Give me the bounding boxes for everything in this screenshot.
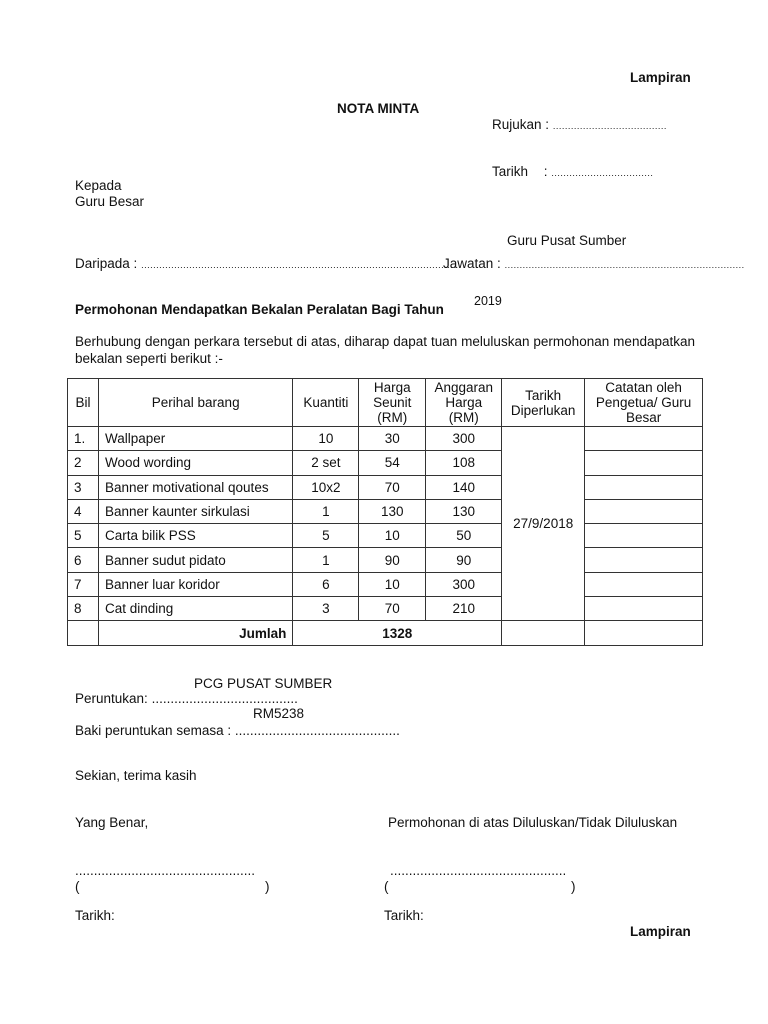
items-table <box>67 378 703 646</box>
baki-field <box>75 723 400 738</box>
page-title: NOTA MINTA <box>337 101 420 116</box>
request-paragraph: Berhubung dengan perkara tersebut di atas, diharap dapat tuan meluluskan permohonan mendapatkan bekalan seperti berikut :- <box>75 334 695 366</box>
header-tarikh: Tarikh Diperlukan <box>502 379 585 427</box>
daripada-field <box>75 256 456 271</box>
peruntukan-dots: ....................................... <box>151 691 298 706</box>
jawatan-field <box>443 256 745 271</box>
kepada-label: Kepada <box>75 178 122 193</box>
jawatan-value: Guru Pusat Sumber <box>507 233 627 248</box>
jumlah-value: 1328 <box>293 621 502 645</box>
pcg-label: PCG PUSAT SUMBER <box>194 676 333 691</box>
table-row: 1. Wallpaper 10 30 300 27/9/2018 <box>68 427 703 451</box>
catatan-cell <box>585 475 703 499</box>
header-bil: Bil <box>68 379 99 427</box>
catatan-cell <box>585 597 703 621</box>
subject-text: Permohonan Mendapatkan Bekalan Peralatan Bagi Tahun <box>75 302 444 317</box>
catatan-cell <box>585 572 703 596</box>
signature-line-right: ............................................... <box>390 863 567 878</box>
header-harga: Harga Seunit (RM) <box>359 379 426 427</box>
peruntukan-field <box>75 691 298 706</box>
table-row: 7 Banner luar koridor 6 10 300 <box>68 572 703 596</box>
date-required-cell: 27/9/2018 <box>502 427 585 621</box>
table-row: 8 Cat dinding 3 70 210 <box>68 597 703 621</box>
catatan-cell <box>585 499 703 523</box>
jumlah-label: Jumlah <box>98 621 292 645</box>
tarikh-right: Tarikh: <box>384 908 424 923</box>
table-row: 3 Banner motivational qoutes 10x2 70 140 <box>68 475 703 499</box>
name-paren-open-right: ( <box>384 879 389 894</box>
catatan-cell <box>585 548 703 572</box>
header-catatan: Catatan oleh Pengetua/ Guru Besar <box>585 379 703 427</box>
signature-line-left: ................................................ <box>75 863 256 878</box>
name-paren-open-left: ( <box>75 879 80 894</box>
table-row: 6 Banner sudut pidato 1 90 90 <box>68 548 703 572</box>
daripada-label: Daripada : <box>75 256 138 271</box>
tarikh-field <box>492 164 653 179</box>
jumlah-row <box>68 621 703 645</box>
subject-year: 2019 <box>474 294 502 308</box>
catatan-cell <box>585 524 703 548</box>
table-header-row <box>68 379 703 427</box>
header-anggaran: Anggaran Harga (RM) <box>426 379 502 427</box>
jawatan-dots: ................................................................................ <box>504 260 745 270</box>
name-paren-close-left: ) <box>265 879 270 894</box>
sekian-text: Sekian, terima kasih <box>75 768 197 783</box>
rujukan-label: Rujukan : <box>492 117 550 132</box>
peruntukan-value: RM5238 <box>253 706 305 721</box>
jawatan-label: Jawatan : <box>443 256 501 271</box>
table-row: 5 Carta bilik PSS 5 10 50 <box>68 524 703 548</box>
tarikh-label: Tarikh <box>492 164 529 179</box>
approval-text: Permohonan di atas Diluluskan/Tidak Diluluskan <box>388 815 678 830</box>
baki-dots: ............................................ <box>234 723 400 738</box>
tarikh-dots: .................................. <box>551 168 654 178</box>
yang-benar-text: Yang Benar, <box>75 815 149 830</box>
table-row: 2 Wood wording 2 set 54 108 <box>68 451 703 475</box>
rujukan-field <box>492 117 667 132</box>
catatan-cell <box>585 451 703 475</box>
tarikh-colon: : <box>543 164 548 179</box>
rujukan-dots: ...................................... <box>552 121 667 131</box>
catatan-cell <box>585 427 703 451</box>
lampiran-label-bottom: Lampiran <box>630 924 691 939</box>
table-row: 4 Banner kaunter sirkulasi 1 130 130 <box>68 499 703 523</box>
lampiran-label-top: Lampiran <box>630 70 691 85</box>
baki-label: Baki peruntukan semasa : <box>75 723 232 738</box>
name-paren-close-right: ) <box>571 879 576 894</box>
kepada-value: Guru Besar <box>75 194 145 209</box>
tarikh-left: Tarikh: <box>75 908 115 923</box>
header-perihal: Perihal barang <box>98 379 292 427</box>
daripada-dots: ......................................................................................................... <box>141 260 457 270</box>
header-kuantiti: Kuantiti <box>293 379 359 427</box>
peruntukan-label: Peruntukan: <box>75 691 148 706</box>
